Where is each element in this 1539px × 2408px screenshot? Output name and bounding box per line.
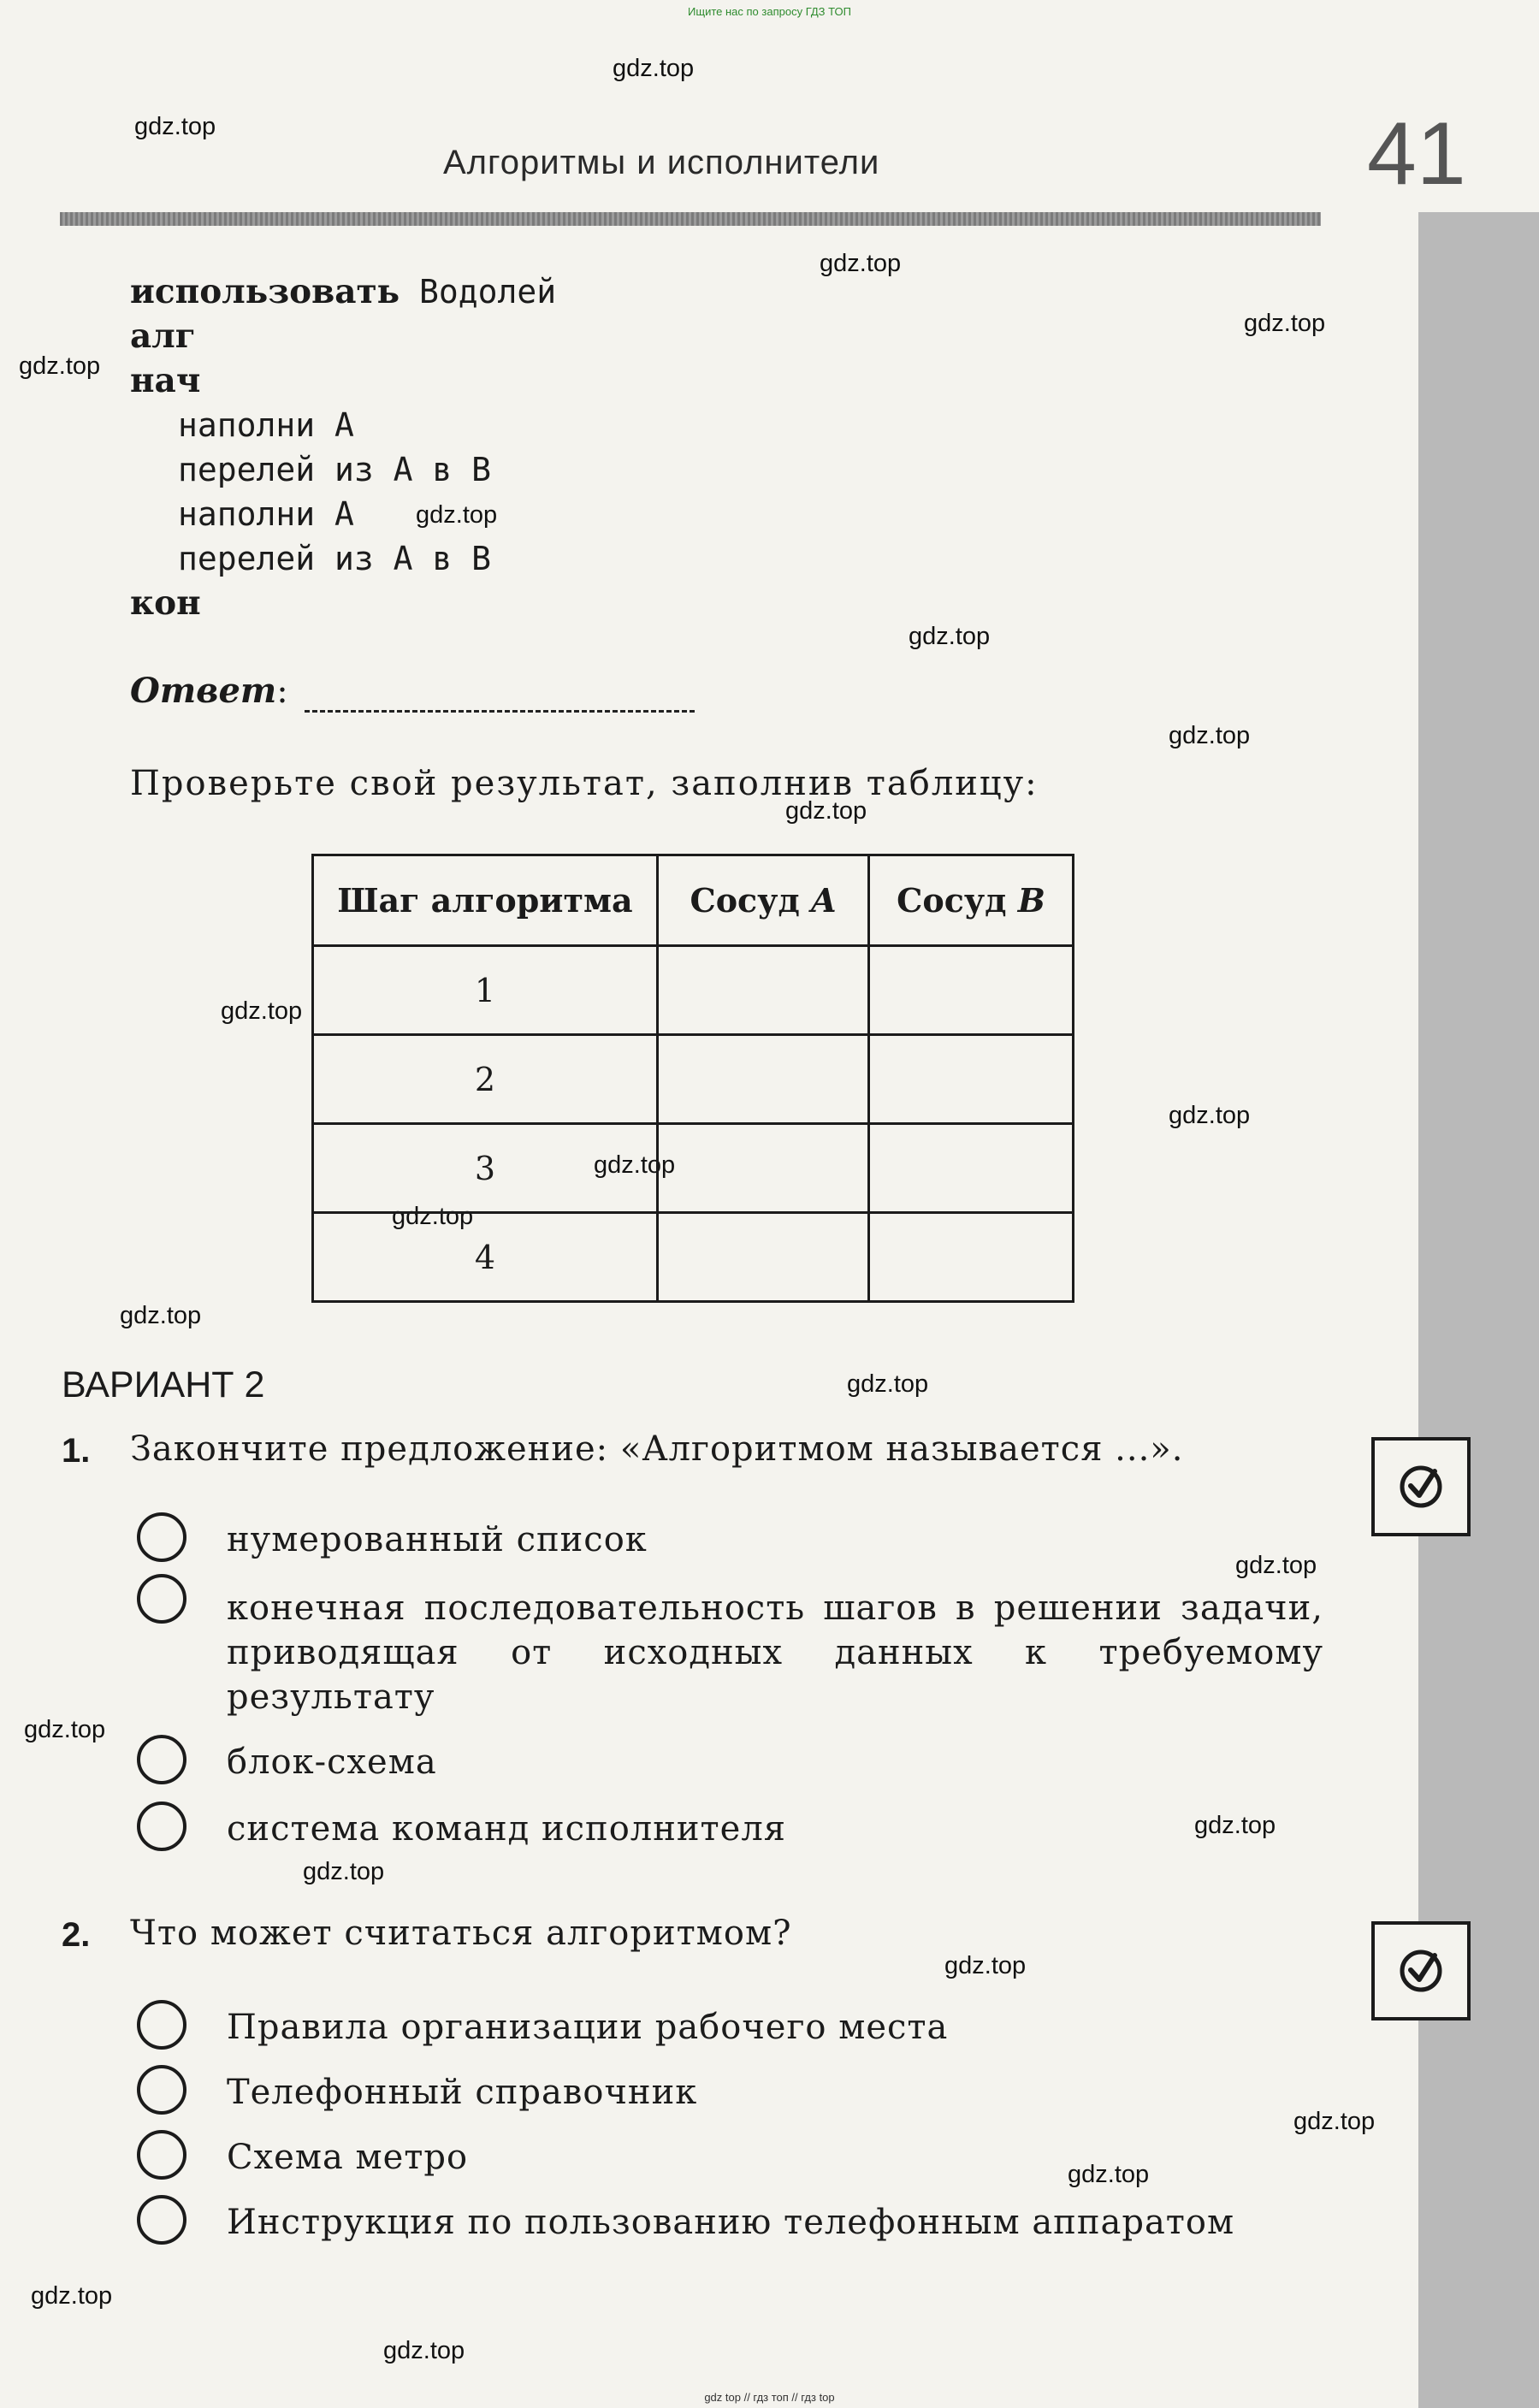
steps-table [311, 854, 1074, 1303]
question-text: Закончите предложение: «Алгоритмом называется ...». [130, 1429, 1184, 1469]
option-text: нумерованный список [227, 1520, 648, 1559]
watermark: gdz.top [1244, 310, 1326, 337]
multiple-choice-check-icon [1371, 1921, 1471, 2020]
watermark: gdz.top [1068, 2161, 1150, 2188]
option-text: Схема метро [227, 2138, 469, 2177]
table-header-row [313, 855, 1074, 946]
table-row [313, 946, 1074, 1035]
page-edge-strip [1418, 212, 1539, 2408]
watermark: gdz.top [820, 250, 902, 277]
watermark: gdz.top [392, 1203, 474, 1230]
watermark: gdz.top [1194, 1812, 1276, 1839]
step-number: 4 [313, 1213, 658, 1302]
option-text: блок-схема [227, 1742, 437, 1782]
watermark: gdz.top [24, 1716, 106, 1743]
watermark: gdz.top [383, 2337, 465, 2364]
option-text: Телефонный справочник [227, 2073, 698, 2112]
header-step: Шаг алгоритма [313, 855, 658, 946]
watermark: gdz.top [1293, 2108, 1376, 2135]
watermark: gdz.top [1169, 1102, 1251, 1129]
variant-title: ВАРИАНТ 2 [62, 1364, 265, 1405]
option-text: конечная последовательность шагов в решении задачи, приводящая от исходных данных к требуемому результату [227, 1589, 1323, 1717]
option-radio[interactable] [137, 2130, 186, 2180]
vessel-b-cell[interactable] [869, 946, 1074, 1035]
option-text: система команд исполнителя [227, 1809, 786, 1849]
single-choice-check-icon [1371, 1437, 1471, 1536]
use-keyword: использовать [130, 272, 400, 311]
option-text: Инструкция по пользованию телефонным аппаратом [227, 2203, 1235, 2242]
vessel-a-cell[interactable] [658, 1213, 869, 1302]
watermark: gdz.top [785, 797, 867, 825]
vessel-a-cell[interactable] [658, 1035, 869, 1124]
option-text: Правила организации рабочего места [227, 2008, 949, 2047]
program-command: наполни А [178, 406, 354, 444]
top-note: Ищите нас по запросу ГДЗ ТОП [688, 5, 851, 18]
watermark: gdz.top [221, 997, 303, 1025]
page-title: Алгоритмы и исполнители [443, 144, 880, 181]
page-number: 41 [1367, 104, 1466, 204]
watermark: gdz.top [613, 55, 695, 82]
program-command: перелей из А в В [178, 540, 492, 577]
vessel-a-cell[interactable] [658, 1124, 869, 1213]
check-instruction: Проверьте свой результат, заполнив таблицу: [130, 764, 1039, 803]
question-number: 2. [62, 1916, 91, 1954]
step-number: 2 [313, 1035, 658, 1124]
watermark: gdz.top [594, 1151, 676, 1179]
vessel-b-cell[interactable] [869, 1035, 1074, 1124]
watermark: gdz.top [120, 1302, 202, 1329]
option-radio[interactable] [137, 2065, 186, 2115]
executor-name: Водолей [419, 273, 557, 311]
vessel-b-cell[interactable] [869, 1213, 1074, 1302]
program-command: наполни А [178, 495, 354, 533]
option-radio[interactable] [137, 2195, 186, 2245]
answer-label: Ответ: [130, 671, 288, 711]
watermark: gdz.top [303, 1858, 385, 1885]
watermark: gdz.top [31, 2282, 113, 2310]
watermark: gdz.top [1235, 1552, 1317, 1579]
question-number: 1. [62, 1432, 91, 1470]
header-vessel-b: Сосуд B [869, 855, 1074, 946]
option-radio[interactable] [137, 1574, 186, 1624]
watermark: gdz.top [1169, 722, 1251, 749]
option-radio[interactable] [137, 1512, 186, 1562]
watermark: gdz.top [847, 1370, 929, 1398]
watermark: gdz.top [416, 501, 498, 529]
watermark: gdz.top [909, 623, 991, 650]
step-number: 3 [313, 1124, 658, 1213]
vessel-b-cell[interactable] [869, 1124, 1074, 1213]
header-vessel-a: Сосуд A [658, 855, 869, 946]
table-row [313, 1124, 1074, 1213]
end-keyword: кон [130, 583, 201, 623]
watermark: gdz.top [944, 1952, 1027, 1979]
begin-keyword: нач [130, 361, 201, 400]
program-use-line [130, 272, 557, 311]
watermark: gdz.top [19, 352, 101, 380]
table-row [313, 1213, 1074, 1302]
watermark: gdz.top [134, 113, 216, 140]
vessel-a-cell[interactable] [658, 946, 869, 1035]
step-number: 1 [313, 946, 658, 1035]
bottom-note: gdz top // гдз топ // гдз top [704, 2391, 835, 2404]
option-radio[interactable] [137, 1735, 186, 1784]
header-rule [60, 212, 1321, 226]
program-command: перелей из А в В [178, 451, 492, 488]
option-radio[interactable] [137, 1802, 186, 1851]
alg-keyword: алг [130, 317, 196, 356]
table-row [313, 1035, 1074, 1124]
option-radio[interactable] [137, 2000, 186, 2050]
answer-field[interactable] [305, 710, 695, 713]
question-text: Что может считаться алгоритмом? [130, 1914, 792, 1953]
